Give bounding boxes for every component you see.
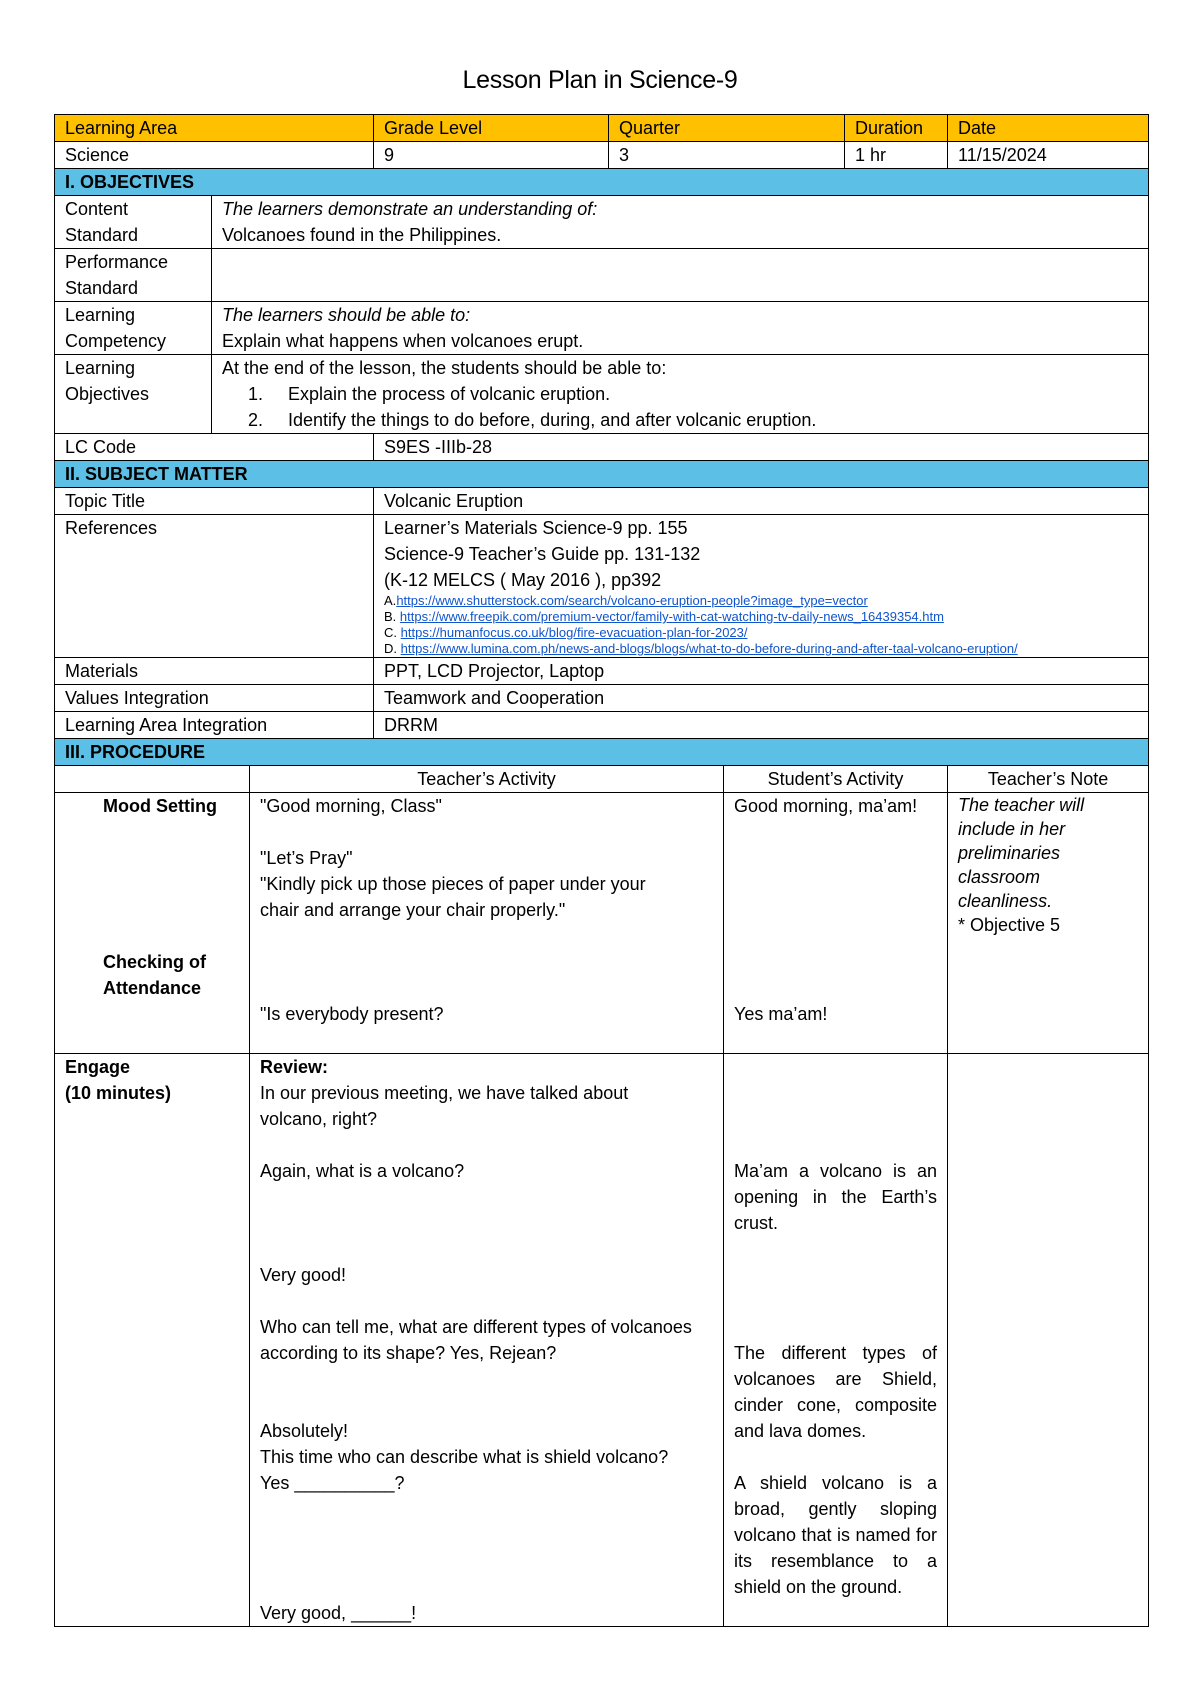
topic-row [55,488,1149,515]
learning-competency-row [55,302,1149,355]
lc-code-value: S9ES -IIIb-28 [374,434,1149,461]
procedure-blank-header [55,766,250,793]
teacher-note-header: Teacher’s Note [948,766,1149,793]
learning-objectives-label: Learning Objectives [55,355,212,434]
objectives-heading-row [55,169,1149,196]
reference-item: Learner’s Materials Science-9 pp. 155 [384,518,688,538]
link-prefix: B. [384,609,400,624]
values-row [55,685,1149,712]
duration-label: Duration [845,115,948,142]
subject-matter-heading-row [55,461,1149,488]
learning-area-label: Learning Area [55,115,374,142]
integration-label: Learning Area Integration [55,712,374,739]
link-prefix: A. [384,593,397,608]
materials-row [55,658,1149,685]
integration-row [55,712,1149,739]
engage-teacher-line: Who can tell me, what are different types of volcanoes according to its shape? Yes, Rejean? [260,1317,692,1363]
engage-teacher-line: This time who can describe what is shield volcano? [260,1447,669,1467]
engage-teacher-line: Yes __________? [260,1473,405,1493]
duration-value: 1 hr [845,142,948,169]
header-labels-row [55,115,1149,142]
engage-student-line: A shield volcano is a broad, gently sloping volcano that is named for its resemblance to a shield on the ground. [734,1473,938,1597]
page-title: Lesson Plan in Science-9 [462,66,738,94]
mood-teacher-line: "Good morning, Class" [260,796,442,816]
materials-label: Materials [55,658,374,685]
content-standard-intro: The learners demonstrate an understanding of: [222,199,598,219]
mood-setting-row [55,793,1149,1054]
mood-teacher-note: The teacher will include in her preliminaries classroom cleanliness. [958,795,1085,911]
link-prefix: C. [384,625,401,640]
date-label: Date [948,115,1149,142]
engage-teacher-line: Very good, ______! [260,1603,417,1623]
teacher-activity-header: Teacher’s Activity [250,766,724,793]
engage-teacher-note [948,1054,1149,1627]
references-label: References [55,515,374,658]
link-prefix: D. [384,641,401,656]
content-standard-row [55,196,1149,249]
content-standard-text: Volcanoes found in the Philippines. [222,225,502,245]
engage-student-line: Ma’am a volcano is an opening in the Earth’s crust. [734,1161,938,1233]
attendance-student-line: Yes ma’am! [734,1004,828,1024]
student-activity-header: Student’s Activity [724,766,948,793]
procedure-heading: III. PROCEDURE [55,739,1149,766]
engage-label: Engage [65,1057,131,1077]
mood-teacher-line: "Let’s Pray" [260,848,353,868]
quarter-label: Quarter [609,115,845,142]
grade-level-label: Grade Level [374,115,609,142]
learning-objectives-intro: At the end of the lesson, the students should be able to: [222,358,667,378]
mood-student-line: Good morning, ma’am! [734,796,918,816]
reference-link-a[interactable]: https://www.shutterstock.com/search/volcano-eruption-people?image_type=vector [396,593,868,608]
procedure-columns-row [55,766,1149,793]
topic-label: Topic Title [55,488,374,515]
topic-value: Volcanic Eruption [374,488,1149,515]
learning-objectives-row [55,355,1149,434]
learning-competency-text: Explain what happens when volcanoes erupt. [222,331,584,351]
engage-row [55,1054,1149,1627]
mood-setting-label: Mood Setting [103,796,217,816]
subject-matter-heading: II. SUBJECT MATTER [55,461,1149,488]
engage-teacher-line: Very good! [260,1265,347,1285]
engage-time: (10 minutes) [65,1083,172,1103]
performance-standard-text [212,249,1149,302]
learning-area-value: Science [55,142,374,169]
reference-item: (K-12 MELCS ( May 2016 ), pp392 [384,570,662,590]
engage-teacher-line: Absolutely! [260,1421,349,1441]
engage-teacher-line: Again, what is a volcano? [260,1161,465,1181]
header-values-row [55,142,1149,169]
reference-link-d[interactable]: https://www.lumina.com.ph/news-and-blogs/blogs/what-to-do-before-during-and-after-taal-volcano-eruption/ [400,641,1018,656]
attendance-teacher-line: "Is everybody present? [260,1004,444,1024]
engage-review-label: Review: [260,1057,329,1077]
materials-value: PPT, LCD Projector, Laptop [374,658,1149,685]
reference-links [384,593,1138,657]
learning-objective-item: 2. Identify the things to do before, during, and after volcanic eruption. [268,407,1138,433]
performance-standard-row [55,249,1149,302]
engage-student-line: The different types of volcanoes are Shield, cinder cone, composite and lava domes. [734,1343,938,1441]
attendance-label: Checking of Attendance [103,952,207,998]
lc-code-row [55,434,1149,461]
learning-competency-label: Learning Competency [55,302,212,355]
grade-level-value: 9 [374,142,609,169]
performance-standard-label: Performance Standard [55,249,212,302]
learning-competency-intro: The learners should be able to: [222,305,471,325]
lc-code-label: LC Code [55,434,374,461]
mood-teacher-line: "Kindly pick up those pieces of paper under your chair and arrange your chair properly." [260,874,646,920]
integration-value: DRRM [374,712,1149,739]
lesson-plan-table [54,114,1149,1627]
date-value: 11/15/2024 [948,142,1149,169]
references-row [55,515,1149,658]
learning-objective-item: 1. Explain the process of volcanic eruption. [268,381,1138,407]
quarter-value: 3 [609,142,845,169]
reference-link-c[interactable]: https://humanfocus.co.uk/blog/fire-evacuation-plan-for-2023/ [400,625,748,640]
mood-teacher-note-objective: * Objective 5 [958,915,1061,935]
engage-teacher-line: In our previous meeting, we have talked about volcano, right? [260,1083,629,1129]
values-value: Teamwork and Cooperation [374,685,1149,712]
reference-link-b[interactable]: https://www.freepik.com/premium-vector/family-with-cat-watching-tv-daily-news_16439354.htm [399,609,944,624]
content-standard-label: Content Standard [55,196,212,249]
reference-item: Science-9 Teacher’s Guide pp. 131-132 [384,544,701,564]
procedure-heading-row [55,739,1149,766]
learning-objectives-list [222,381,1138,433]
values-label: Values Integration [55,685,374,712]
objectives-heading: I. OBJECTIVES [55,169,1149,196]
